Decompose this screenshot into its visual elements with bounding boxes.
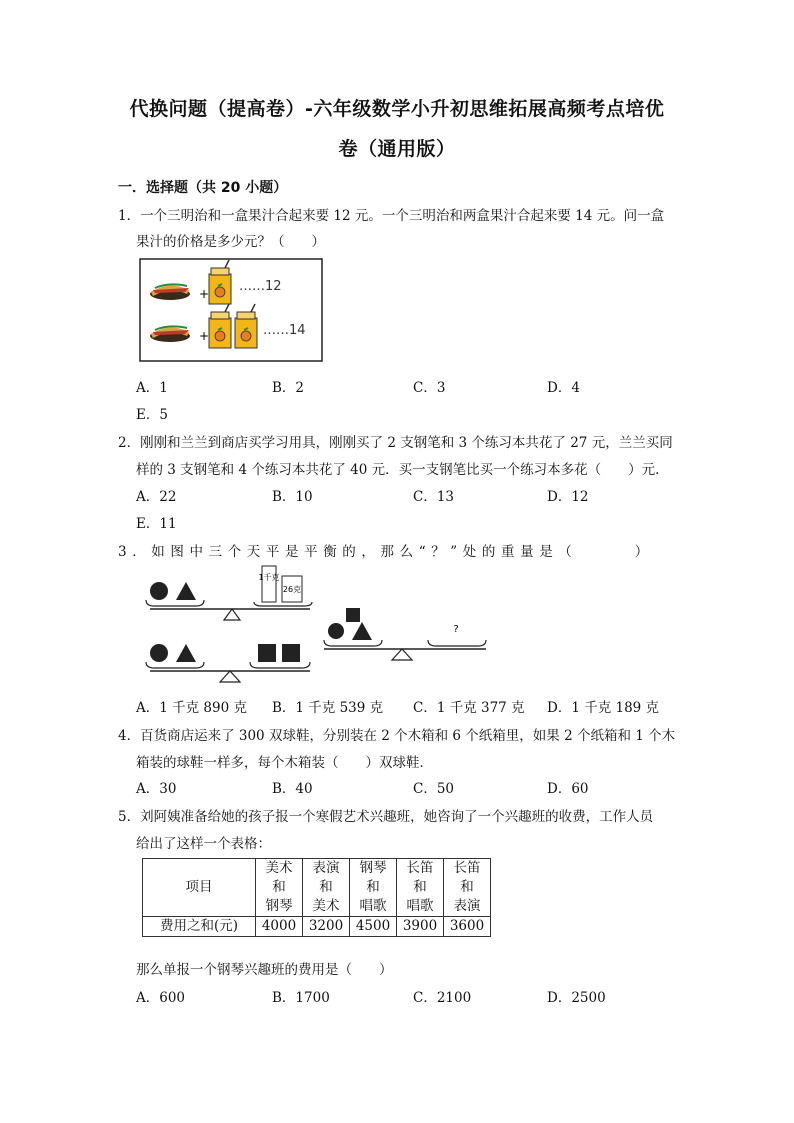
table-cell: 4000 — [256, 917, 303, 937]
table-cell: 3200 — [303, 917, 350, 937]
q1-option-b[interactable]: B．2 — [272, 380, 305, 396]
q2-option-c[interactable]: C．13 — [413, 489, 455, 505]
balance-scale-2 — [324, 608, 486, 660]
q5-option-d[interactable]: D．2500 — [547, 990, 606, 1006]
q2-option-b[interactable]: B．10 — [272, 489, 313, 505]
q4-text-line1: 4．百货商店运来了 300 双球鞋，分别装在 2 个木箱和 6 个纸箱里，如果 2 个纸箱和 1 个木 — [118, 728, 676, 744]
q4-option-d[interactable]: D．60 — [547, 781, 589, 797]
table-column-header: 表演 和 美术 — [303, 859, 350, 917]
q5-cost-table — [142, 858, 491, 937]
table-cell: 4500 — [350, 917, 397, 937]
q2-text-line2: 样的 3 支钢笔和 4 个练习本共花了 40 元．买一支钢笔比买一个练习本多花（ ）元. — [136, 462, 660, 478]
question-mark-label: ? — [453, 624, 459, 635]
q3-balance-figure — [140, 562, 490, 684]
q3-text-line1: 3．如图中三个天平是平衡的，那么“？”处的重量是（ ） — [118, 544, 654, 560]
q1-option-d[interactable]: D．4 — [547, 380, 580, 396]
page-title-line2: 卷（通用版） — [338, 138, 456, 160]
svg-text:+: + — [199, 329, 210, 343]
table-column-header: 钢琴 和 唱歌 — [350, 859, 397, 917]
q1-fig-row2-label: ……14 — [263, 323, 306, 338]
q1-figure — [139, 258, 323, 362]
section-heading: 一．选择题（共 20 小题） — [118, 180, 288, 196]
table-column-header: 美术 和 钢琴 — [256, 859, 303, 917]
q4-option-c[interactable]: C．50 — [413, 781, 455, 797]
q4-option-a[interactable]: A．30 — [136, 781, 177, 797]
q1-text-line1: 1．一个三明治和一盒果汁合起来要 12 元。一个三明治和两盒果汁合起来要 14 元。问一盒 — [118, 208, 665, 224]
q5-text-line2: 给出了这样一个表格： — [136, 836, 271, 852]
q4-option-b[interactable]: B．40 — [272, 781, 313, 797]
balance-scale-1 — [146, 566, 312, 620]
table-header-item: 项目 — [143, 859, 256, 917]
table-cell: 3900 — [397, 917, 444, 937]
q5-option-c[interactable]: C．2100 — [413, 990, 472, 1006]
q2-option-e[interactable]: E．11 — [136, 516, 177, 532]
q3-option-b[interactable]: B．1 千克 539 克 — [272, 700, 384, 716]
q5-option-a[interactable]: A．600 — [136, 990, 186, 1006]
table-column-header: 长笛 和 表演 — [444, 859, 491, 917]
q1-option-a[interactable]: A．1 — [136, 380, 168, 396]
q2-text-line1: 2．刚刚和兰兰到商店买学习用具，刚刚买了 2 支钢笔和 3 个练习本共花了 27 元，兰兰买同 — [118, 435, 673, 451]
q2-option-a[interactable]: A．22 — [136, 489, 177, 505]
table-cell: 3600 — [444, 917, 491, 937]
weight-26g-label: 26克 — [282, 585, 302, 594]
q3-option-d[interactable]: D．1 千克 189 克 — [547, 700, 660, 716]
q1-option-c[interactable]: C．3 — [413, 380, 446, 396]
table-row — [143, 859, 491, 917]
q5-option-b[interactable]: B．1700 — [272, 990, 330, 1006]
table-column-header: 长笛 和 唱歌 — [397, 859, 444, 917]
table-row — [143, 917, 491, 937]
weight-1kg-label: 1千克 — [258, 573, 280, 582]
q5-text-line1: 5．刘阿姨准备给她的孩子报一个寒假艺术兴趣班，她咨询了一个兴趣班的收费，工作人员 — [118, 809, 654, 825]
balance-scale-3 — [146, 644, 310, 682]
q2-option-d[interactable]: D．12 — [547, 489, 589, 505]
q5-text-line3: 那么单报一个钢琴兴趣班的费用是（ ） — [136, 962, 393, 978]
q1-text-line2: 果汁的价格是多少元？（ ） — [136, 234, 325, 250]
q1-option-e[interactable]: E．5 — [136, 407, 168, 423]
q3-option-c[interactable]: C．1 千克 377 克 — [413, 700, 525, 716]
svg-text:+: + — [199, 287, 210, 301]
q4-text-line2: 箱装的球鞋一样多，每个木箱装（ ）双球鞋． — [136, 755, 433, 771]
q3-option-a[interactable]: A．1 千克 890 克 — [136, 700, 247, 716]
q1-fig-row1-label: ……12 — [239, 279, 282, 294]
table-header-cost: 费用之和(元) — [143, 917, 256, 937]
page-title-line1: 代换问题（提高卷）-六年级数学小升初思维拓展高频考点培优 — [129, 98, 665, 120]
